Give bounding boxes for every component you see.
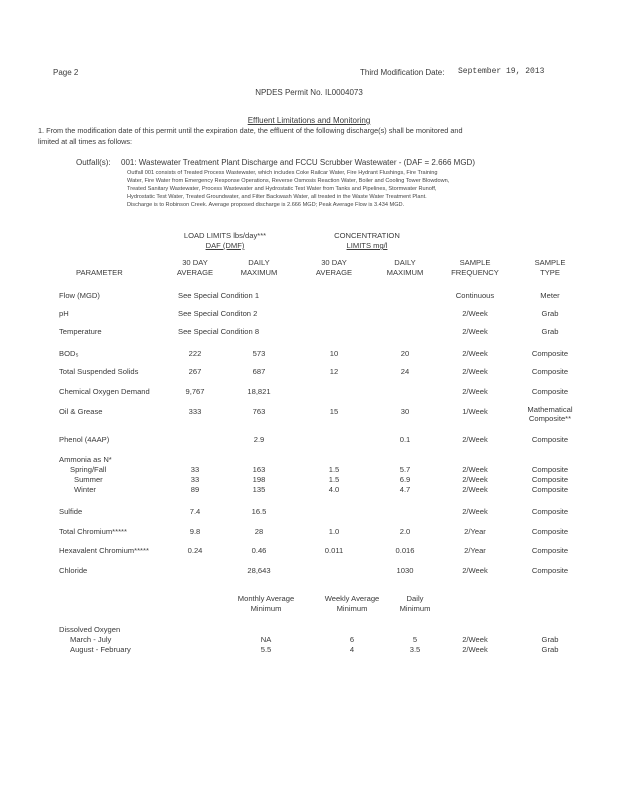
load-avg: 267 xyxy=(188,367,202,376)
conc-max: 1030 xyxy=(396,566,414,575)
load-max: 163 xyxy=(252,465,266,474)
load-avg: 33 xyxy=(190,465,200,474)
sample-type-line-2: Composite** xyxy=(528,414,572,423)
conc-avg-header-1: 30 DAY xyxy=(321,258,347,267)
sample-type: Mathematical xyxy=(527,405,573,414)
outfall-desc-line: Discharge is to Robinson Creek. Average proposed discharge is 2.666 MGD; Peak Average Flow is 3.434 MGD. xyxy=(127,202,405,208)
conc-avg-header-2: AVERAGE xyxy=(315,268,353,277)
sample-type: Composite xyxy=(531,475,569,484)
conc-avg: 1.5 xyxy=(328,465,340,474)
conc-avg: 4.0 xyxy=(328,485,340,494)
outfall-title: 001: Wastewater Treatment Plant Discharge and FCCU Scrubber Wastewater - (DAF = 2.666 MGD) xyxy=(121,158,475,167)
frequency: 2/Week xyxy=(462,367,488,376)
special-condition: See Special Condition 1 xyxy=(178,291,260,300)
do-weekly: 4 xyxy=(349,645,355,654)
do-period: March - July xyxy=(70,635,112,644)
sample-type: Composite xyxy=(531,566,569,575)
param-dissolved-oxygen: Dissolved Oxygen xyxy=(59,625,121,634)
conc-avg: 0.011 xyxy=(324,546,344,555)
param-phenol: Phenol (4AAP) xyxy=(59,435,110,444)
sample-type: Composite xyxy=(531,465,569,474)
conc-max: 4.7 xyxy=(399,485,411,494)
frequency: 2/Year xyxy=(464,546,486,555)
sample-type: Composite xyxy=(531,387,569,396)
sample-type: Meter xyxy=(540,291,560,300)
frequency: 2/Week xyxy=(462,465,488,474)
parameter-header: PARAMETER xyxy=(76,268,123,277)
modification-label: Third Modification Date: xyxy=(360,68,445,77)
param-ph: pH xyxy=(59,309,69,318)
do-daily: 3.5 xyxy=(409,645,421,654)
type-header-2: TYPE xyxy=(540,268,560,277)
concentration-subheader: LIMITS mg/l xyxy=(346,241,388,250)
sample-type: Grab xyxy=(541,309,559,318)
load-max-header-1: DAILY xyxy=(248,258,270,267)
modification-date: September 19, 2013 xyxy=(458,67,545,76)
conc-avg: 15 xyxy=(329,407,339,416)
load-avg: 9,767 xyxy=(185,387,205,396)
intro-line-2: limited at all times as follows: xyxy=(38,137,133,146)
conc-avg: 12 xyxy=(329,367,339,376)
section-title: Effluent Limitations and Monitoring xyxy=(247,116,371,125)
load-avg: 7.4 xyxy=(189,507,201,516)
freq-header-1: SAMPLE xyxy=(459,258,491,267)
outfall-desc-line: Treated Sanitary Wastewater, Process Wastewater and Hydrostatic Test Water from Tanks and Pipelines, Stormwater Runoff, xyxy=(127,186,437,192)
sample-type: Composite xyxy=(531,367,569,376)
outfall-desc-line: Hydrostatic Test Water, Treated Groundwater, and Filter Backwash Water, all treated in the Waste Water Treatment Plant. xyxy=(127,194,427,200)
frequency: 2/Year xyxy=(464,527,486,536)
sample-type: Composite xyxy=(531,527,569,536)
frequency: 1/Week xyxy=(462,407,488,416)
load-avg: 89 xyxy=(190,485,200,494)
conc-avg: 10 xyxy=(329,349,339,358)
param-chloride: Chloride xyxy=(59,566,88,575)
conc-max: 2.0 xyxy=(399,527,411,536)
type-header-1: SAMPLE xyxy=(534,258,566,267)
sample-type: Composite xyxy=(531,349,569,358)
conc-max: 5.7 xyxy=(399,465,411,474)
load-max-header-2: MAXIMUM xyxy=(240,268,278,277)
do-monthly-header-2: Minimum xyxy=(250,604,282,613)
load-avg-header-1: 30 DAY xyxy=(182,258,208,267)
do-daily: 5 xyxy=(412,635,418,644)
conc-max-header-2: MAXIMUM xyxy=(386,268,424,277)
conc-max: 0.016 xyxy=(395,546,415,555)
frequency: 2/Week xyxy=(462,309,488,318)
frequency: 2/Week xyxy=(462,327,488,336)
param-season: Summer xyxy=(74,475,103,484)
freq-header-2: FREQUENCY xyxy=(451,268,499,277)
sample-type: Composite xyxy=(531,485,569,494)
param-hexavalent-chromium: Hexavalent Chromium***** xyxy=(59,546,149,555)
load-limits-subheader: DAF (DMF) xyxy=(205,241,245,250)
param-total-chromium: Total Chromium***** xyxy=(59,527,127,536)
load-max: 198 xyxy=(252,475,266,484)
load-max: 28,643 xyxy=(247,566,271,575)
conc-max: 0.1 xyxy=(399,435,411,444)
sample-type: Composite xyxy=(531,546,569,555)
special-condition: See Special Condition 8 xyxy=(178,327,260,336)
load-avg: 222 xyxy=(188,349,202,358)
conc-avg: 1.5 xyxy=(328,475,340,484)
conc-max: 30 xyxy=(400,407,410,416)
do-monthly-header-1: Monthly Average xyxy=(237,594,295,603)
load-max: 28 xyxy=(254,527,264,536)
load-max: 135 xyxy=(252,485,266,494)
load-max: 0.46 xyxy=(251,546,267,555)
do-weekly: 6 xyxy=(349,635,355,644)
load-avg: 333 xyxy=(188,407,202,416)
frequency: 2/Week xyxy=(462,387,488,396)
frequency: 2/Week xyxy=(462,475,488,484)
sample-type: Composite xyxy=(531,507,569,516)
param-season: Winter xyxy=(74,485,96,494)
conc-max: 24 xyxy=(400,367,410,376)
load-avg: 0.24 xyxy=(187,546,203,555)
special-condition: See Special Conditon 2 xyxy=(178,309,258,318)
conc-max-header-1: DAILY xyxy=(394,258,416,267)
load-max: 763 xyxy=(252,407,266,416)
param-ammonia: Ammonia as N* xyxy=(59,455,112,464)
permit-number: NPDES Permit No. IL0004073 xyxy=(255,88,363,97)
do-period: August - February xyxy=(70,645,131,654)
load-max: 2.9 xyxy=(253,435,265,444)
do-daily-header-2: Minimum xyxy=(399,604,431,613)
frequency: 2/Week xyxy=(462,566,488,575)
frequency: 2/Week xyxy=(462,507,488,516)
load-max: 16.5 xyxy=(251,507,267,516)
conc-max: 20 xyxy=(400,349,410,358)
param-cod: Chemical Oxygen Demand xyxy=(59,387,150,396)
do-monthly: NA xyxy=(260,635,272,644)
frequency: 2/Week xyxy=(462,645,488,654)
outfall-description xyxy=(127,169,449,209)
frequency: 2/Week xyxy=(462,349,488,358)
load-avg: 9.8 xyxy=(189,527,201,536)
param-sulfide: Sulfide xyxy=(59,507,83,516)
frequency: 2/Week xyxy=(462,435,488,444)
param-oil-grease: Oil & Grease xyxy=(59,407,103,416)
page-number: Page 2 xyxy=(53,68,79,77)
param-flow: Flow (MGD) xyxy=(59,291,100,300)
sample-type: Composite xyxy=(531,435,569,444)
outfall-desc-line: Outfall 001 consists of Treated Process Wastewater, which includes Coke Railcar Water, Fire Hydrant Flushings, Fire Training xyxy=(127,170,438,176)
do-weekly-header-1: Weekly Average xyxy=(324,594,380,603)
load-avg: 33 xyxy=(190,475,200,484)
outfall-desc-line: Water, Fire Water from Emergency Response Operations, Reverse Osmosis Reaction Water, Boiler and Cooling Tower Blowdown, xyxy=(127,178,450,184)
param-temperature: Temperature xyxy=(59,327,102,336)
frequency: Continuous xyxy=(455,291,495,300)
do-monthly: 5.5 xyxy=(260,645,272,654)
param-season: Spring/Fall xyxy=(70,465,107,474)
frequency: 2/Week xyxy=(462,485,488,494)
sample-type: Grab xyxy=(541,327,559,336)
intro-line-1: 1. From the modification date of this permit until the expiration date, the effluent of the following discharge(s) shall be monitored and xyxy=(38,126,463,135)
outfall-label: Outfall(s): xyxy=(76,158,111,167)
load-max: 687 xyxy=(252,367,266,376)
conc-avg: 1.0 xyxy=(328,527,340,536)
sample-type: Grab xyxy=(541,645,559,654)
load-limits-header: LOAD LIMITS lbs/day*** xyxy=(183,231,267,240)
conc-max: 6.9 xyxy=(399,475,411,484)
do-weekly-header-2: Minimum xyxy=(336,604,368,613)
param-bod5: BOD₅ xyxy=(59,349,79,358)
load-max: 573 xyxy=(252,349,266,358)
load-max: 18,821 xyxy=(247,387,271,396)
concentration-header: CONCENTRATION xyxy=(334,231,400,240)
sample-type: Grab xyxy=(541,635,559,644)
param-tss: Total Suspended Solids xyxy=(59,367,139,376)
frequency: 2/Week xyxy=(462,635,488,644)
do-daily-header-1: Daily xyxy=(406,594,424,603)
load-avg-header-2: AVERAGE xyxy=(176,268,214,277)
